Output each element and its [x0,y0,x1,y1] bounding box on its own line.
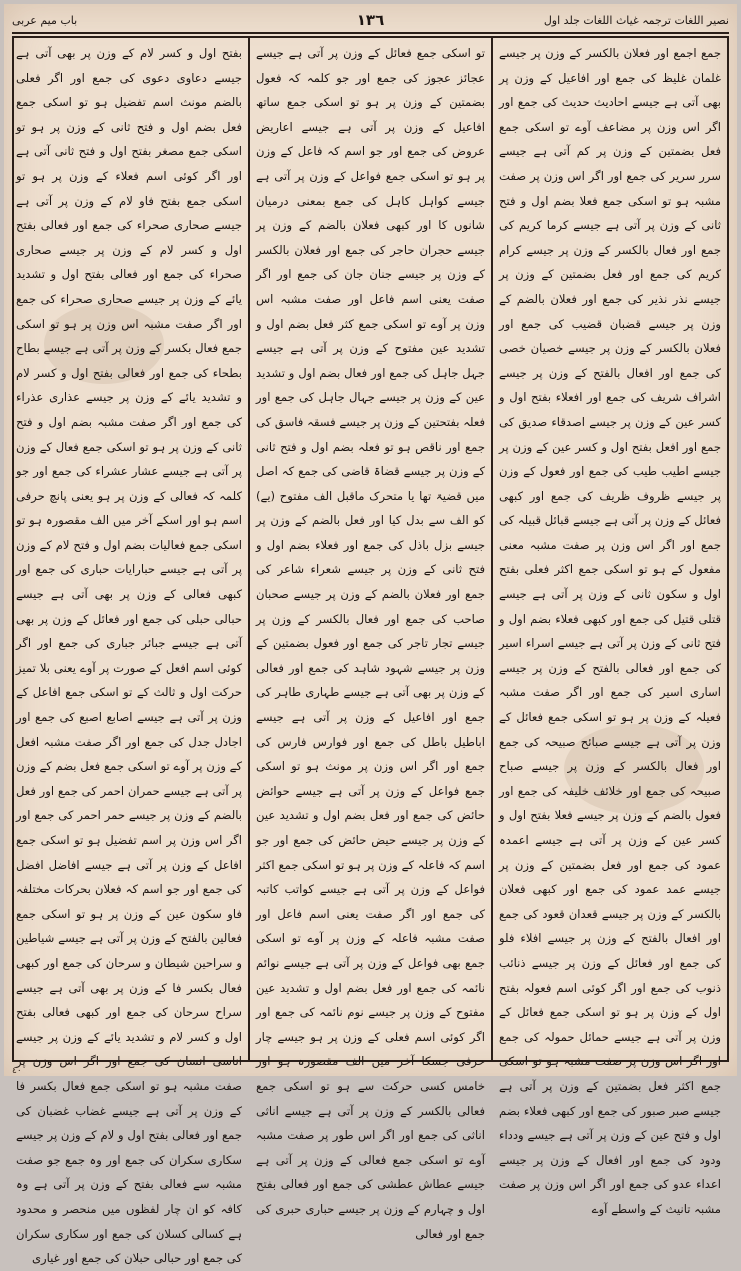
column-left-text: بفتح اول و کسر لام کے وزن پر بھی آتی ہے جیسے دعاوی دعوی کی جمع اور اگر فعلی بالضم مونث اسم تفضیل ہو تو اسکی جمع فعل بضم اول و فتح ثانی کے وزن پر ہو تو اسکی جمع مصغر بفتح اول و فتح ثانی آتی ہے اور اگر کوئی اسم فعلاء کے وزن پر ہو تو اسکی جمع بفتح فاو لام کے وزن پر آتی ہے جیسے صحاری صحراء کی جمع اور فعالی بفتح اول و کسر لام کے وزن پر جیسے صحاری صحراء کی جمع اور فعالی بفتح اول و تشدید یائے کے وزن پر جیسے صحاری صحراء کی جمع اور اگر صفت مشبہ اس وزن پر ہو تو اسکی جمع فعال بکسر کے وزن پر آتی ہے جیسے بطاح بطحاء کی جمع اور فعالی بفتح اول و کسر لام و تشدید یائے کے وزن پر جیسے عذاری عذراء کی جمع اور اگر صفت مشبہ بضم اول و فتح ثانی کے وزن پر ہو تو اسکی جمع فعال کے وزن پر آتی ہے جیسے عشار عشراء کی جمع اور جو کلمہ کہ فعالی کے وزن پر ہو یعنی پانچ حرفی اسم ہو اور اسکے آخر میں الف مقصورہ ہو تو اسکی جمع فعالیات بضم اول و فتح لام کے وزن پر آتی ہے جیسے حبارایات حباری کی جمع اور کبھی فعالی کے وزن پر بھی آتی ہے جیسے حبالی حبلی کی جمع اور فعائل کے وزن پر بھی آتی ہے جیسے جبائر جباری کی جمع اور اگر کوئی اسم افعل کے صورت پر آوے یعنی بلا تمیز حرکت اول و ثالث کے تو اسکی جمع افاعل کے وزن پر آتی ہے جیسے اصابع اصبع کی جمع اور اجادل جدل کی جمع اور اگر صفت مشبہ افعل کے وزن پر آوے تو اسکی جمع فعل بضم کے وزن پر آتی ہے جیسے حمران احمر کی جمع اور فعل بالضم کے وزن پر جیسے حمر احمر کی جمع اور اگر اس وزن پر اسم تفضیل ہو تو اسکی جمع افاعل کے وزن پر آتی ہے جیسے افاضل افضل کی جمع اور جو اسم کہ فعلان بحرکات مختلفہ فاو سکون عین کے وزن پر ہو تو اسکی جمع فعالین بالفتح کے وزن پر آتی ہے جیسے شیاطین و سراحین شیطان و سرحان کی جمع اور کبھی فعال بکسر فا کے وزن پر بھی آتی ہے جیسے سراح سرحان کی جمع اور کبھی فعالی بفتح اول و کسر لام و تشدید یائے کے وزن پر جیسے اناسی انسان کی جمع اور اگر اس وزن پر صفت مشبہ ہو تو اسکی جمع فعال بکسر فا کے وزن پر آتی ہے جیسے غضاب غضبان کی جمع اور فعالی بفتح اول و لام کے وزن پر جیسے سکاری سکران کی جمع اور وہ جمع جو صفت مشبہ سے فعالی بفتح کے وزن پر آتی ہے وہ کافہ کو ان چار لفظوں میں منحصر و محدود ہے کسالی کسلان کی جمع اور سکاری سکران کی جمع اور حبالی حبلان کی جمع اور غیاری [16,46,242,1266]
page-sheet [4,4,737,1266]
text-column-right [491,38,727,1216]
book-title: نصیر اللغات ترجمہ غیاث اللغات جلد اول [543,14,729,27]
text-column-middle [248,38,491,1241]
page-number: ١٣٦ [356,11,385,29]
column-right-text: جمع اجمع اور فعلان بالکسر کے وزن پر جیسے غلمان غلیظ کی جمع اور افاعیل کے وزن پر بھی آتی ہے جیسے احادیث حدیث کی جمع اور اگر اس وزن پر مضاعف آوے تو اسکی جمع فعل بضمتین کے وزن پر کم آتی ہے جیسے سرر سریر کی جمع اور اگر اس وزن پر صفت مشبہ ہو تو اسکی جمع فعلا بضم اول و فتح ثانی کے وزن پر آتی ہے جیسے کرما کریم کی جمع اور فعال بالکسر کے وزن پر جیسے کرام کریم کی جمع اور فعل بضمتین کے وزن پر جیسے نذر نذیر کی جمع اور فعلان بالضم کے وزن پر جیسے قضبان قضیب کی جمع اور فعلان بالکسر کے وزن پر جیسے خصیان خصی کی جمع اور افعال بالفتح کے وزن پر جیسے اشراف شریف کی جمع اور افعلاء بفتح اول و کسر عین کے وزن پر جیسے اصدقاء صدیق کی جمع اور افعل بفتح اول و کسر عین کے وزن پر جیسے اطیب طیب کی جمع اور فعول کے وزن پر جیسے ظروف ظریف کی جمع اور کبھی فعائل کے وزن پر آتی ہے جیسے قبائل قبیلہ کی جمع اور اگر اس وزن پر صفت مشبہ معنی مفعول کے ہو تو اسکی جمع اکثر فعلی بفتح اول و سکون ثانی کے وزن پر آتی ہے جیسے قتلی قتیل کی جمع اور کبھی فعلاء بضم اول و فتح ثانی کے وزن پر آتی ہے جیسے اسراء اسیر کی جمع اور فعالی بالفتح کے وزن پر جیسے اساری اسیر کی جمع اور اگر صفت مشبہ فعیلہ کے وزن پر ہو تو اسکی جمع فعائل کے وزن پر آتی ہے جیسے صبائح صبیحہ کی جمع اور فعال بالکسر کے وزن پر جیسے صباح صبیحہ کی جمع اور خلائف خلیفہ کی جمع اور فعول بالضم کے وزن پر جیسے فعلا بفتح اول و کسر عین کے وزن پر آتی ہے جیسے اعمدہ عمود کی جمع اور فعل بضمتین کے وزن پر جیسے عمد عمود کی جمع اور کبھی فعلان بالکسر کے وزن پر جیسے قعدان قعود کی جمع اور افعال بالفتح کے وزن پر جیسے افلاء فلو کی جمع اور فعائل کے وزن پر جیسے ذنائب ذنوب کی جمع اور اگر کوئی اسم فعولہ بفتح اول کے وزن پر ہو تو اسکی جمع فعائل کے وزن پر آتی ہے جیسے حمائل حمولہ کی جمع اور اگر اس وزن پر صفت مشبہ ہو تو اسکی جمع اکثر فعل بضمتین کے وزن پر آتی ہے جیسے صبر صبور کی جمع اور کبھی فعلاء بضم اول و فتح عین کے وزن پر آتی ہے جیسے ودداء ودود کی جمع اور افعال کے وزن پر جیسے اعداء عدو کی جمع اور اگر اس وزن پر صفت مشبہ تانیث کے واسطے آوے [499,46,721,1216]
page-header [12,10,729,34]
section-label: باب میم عربی [12,14,78,27]
column-middle-text: تو اسکی جمع فعائل کے وزن پر آتی ہے جیسے عجائز عجوز کی جمع اور جو کلمہ کہ فعول بضمتین کے وزن پر ہو تو اسکی جمع ساتھ افاعیل کے وزن پر آتی ہے جیسے اعاریض عروض کی جمع اور جو اسم کہ فاعل کے وزن پر ہو تو اسکی جمع فواعل کے وزن پر آتی ہے جیسے کواہل کاہل کی جمع بمعنی درمیان شانوں کا اور کبھی فعلان بالضم کے وزن پر جیسے حجران حاجر کی جمع اور فعلان بالکسر کے وزن پر جیسے جنان جان کی جمع اور اگر صفت یعنی اسم فاعل اور صفت مشبہ اس وزن پر آوے تو اسکی جمع کثر فعل بضم اول و تشدید عین مفتوح کے وزن پر آتی ہے جیسے جہل جاہل کی جمع اور فعال بضم اول و تشدید عین کے وزن پر جیسے جہال جاہل کی جمع اور فعلہ بفتحتین کے وزن پر جیسے فسقہ فاسق کی جمع اور ناقص ہو تو فعلہ بضم اول و فتح ثانی کے وزن پر جیسے قضاۃ قاضی کی جمع کہ اصل میں قضیۃ تھا یا متحرک ماقبل الف مفتوح (یے) کو الف سے بدل کیا اور فعل بالضم کے وزن پر جیسے بزل باذل کی جمع اور فعلاء بضم اول و فتح ثانی کے وزن پر جیسے شعراء شاعر کی جمع اور فعلان بالضم کے وزن پر جیسے صحبان صاحب کی جمع اور فعال بالکسر کے وزن پر جیسے تجار تاجر کی جمع اور فعول بضمتین کے وزن پر جیسے شہود شاہد کی جمع اور فعالی کے وزن پر بھی آتی ہے جیسے طہاری طاہر کی جمع اور افاعیل کے وزن پر آتی ہے جیسے اباطیل باطل کی جمع اور فوارس فارس کی جمع اور اگر اس وزن پر مونث ہو تو اسکی جمع فواعل کے وزن پر آتی ہے جیسے حوائض حائض کی جمع اور فعل بضم اول و تشدید عین کے وزن پر جیسے حیض حائض کی جمع اور جو اسم کہ فاعلہ کے وزن پر ہو تو اسکی جمع اکثر فواعل کے وزن پر آتی ہے جیسے کواتب کاتبہ کی جمع اور اگر صفت یعنی اسم فاعل اور صفت مشبہ فاعلہ کے وزن پر آوے تو اسکی جمع بھی فواعل کے وزن پر آتی ہے جیسے نوائم نائمہ کی جمع اور فعل بضم اول و تشدید عین مفتوح کے وزن پر جیسے نوم نائمہ کی جمع اور اگر کوئی اسم فعلی کے وزن پر ہو جیسے چار حرفی جسکا آخر میں الف مقصورہ ہو اور خامس کسی حرکت سے ہو تو اسکی جمع فعالی بالکسر کے وزن پر آتی ہے جیسے اناثی اناثی کی جمع اور اگر اس طور پر صفت مشبہ آوے تو اسکی جمع فعالی کے وزن پر آتی ہے جیسے عطاش عطشی کی جمع اور فعالی بفتح اول و چہارم کے وزن پر جیسے حباری حبری کی جمع اور فعالی [256,46,485,1241]
edge-mark: ٤٠ [12,1066,22,1076]
